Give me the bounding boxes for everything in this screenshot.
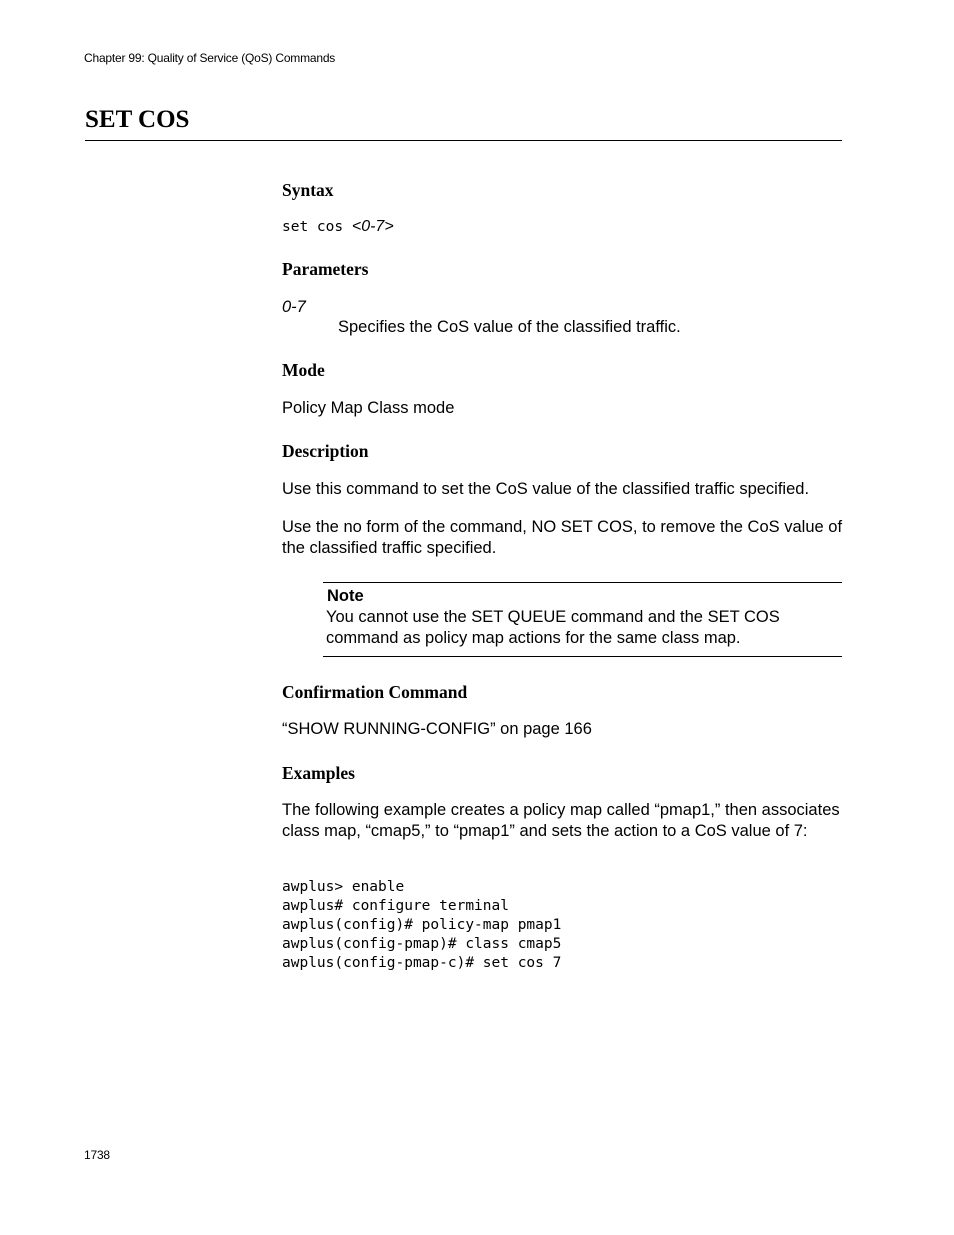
page-number: 1738: [84, 1148, 110, 1162]
mode-heading: Mode: [282, 360, 325, 380]
note-label: Note: [327, 587, 364, 605]
examples-heading: Examples: [282, 763, 355, 783]
code-example: [282, 878, 561, 973]
note-box: [323, 582, 842, 657]
code-line: awplus# configure terminal: [282, 898, 509, 914]
description-paragraph-1: Use this command to set the CoS value of the classified traffic specified.: [282, 480, 810, 498]
note-text: You cannot use the SET QUEUE command and the SET COS command as policy map actions for the same class map.: [326, 608, 780, 647]
running-header: Chapter 99: Quality of Service (QoS) Commands: [84, 51, 336, 65]
confirmation-heading: Confirmation Command: [282, 682, 468, 702]
description-heading: Description: [282, 441, 369, 461]
parameter-name: 0-7: [282, 298, 306, 316]
code-line: awplus> enable: [282, 879, 405, 895]
page-title: SET COS: [85, 106, 190, 133]
confirmation-link[interactable]: “SHOW RUNNING-CONFIG” on page 166: [282, 720, 592, 738]
mode-text: Policy Map Class mode: [282, 399, 455, 417]
description-paragraph-2: Use the no form of the command, NO SET COS, to remove the CoS value of the classified traffic specified.: [282, 518, 843, 557]
code-line: awplus(config-pmap-c)# set cos 7: [282, 955, 562, 971]
syntax-command-text: set cos: [282, 219, 352, 235]
parameter-description: Specifies the CoS value of the classified traffic.: [338, 318, 681, 336]
title-rule: [85, 140, 842, 141]
syntax-command: [282, 217, 394, 237]
syntax-heading: Syntax: [282, 180, 334, 200]
code-line: awplus(config-pmap)# class cmap5: [282, 936, 562, 952]
code-line: awplus(config)# policy-map pmap1: [282, 917, 562, 933]
syntax-arg: <0-7>: [351, 218, 394, 235]
parameters-heading: Parameters: [282, 259, 369, 279]
examples-intro: The following example creates a policy map called “pmap1,” then associates class map, “cmap5,” to “pmap1” and sets the action to a CoS value of 7:: [282, 801, 840, 840]
